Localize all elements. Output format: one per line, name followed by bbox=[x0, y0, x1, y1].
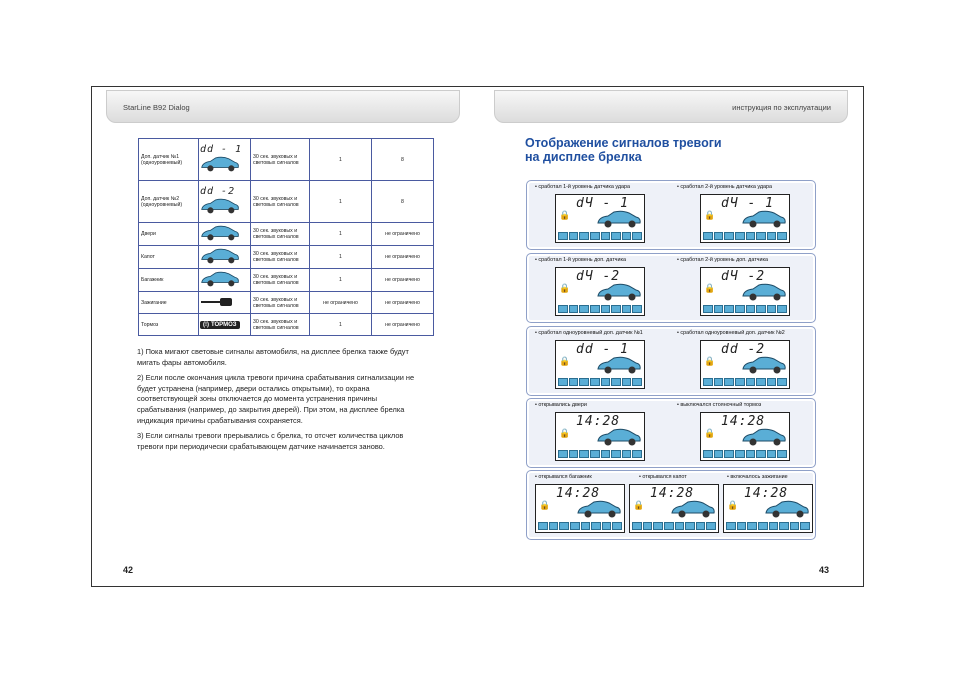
display-label: • выключался стояночный тормоз bbox=[677, 402, 762, 408]
car-icon bbox=[200, 261, 240, 267]
section-title bbox=[525, 136, 722, 164]
car-icon bbox=[200, 169, 240, 175]
lock-icon: 🔒 bbox=[704, 428, 716, 438]
right-header bbox=[494, 90, 848, 123]
lcd-code: 14:28 bbox=[650, 486, 695, 501]
lcd-code: dЧ -2 bbox=[721, 269, 766, 284]
row-count: не ограничено bbox=[372, 292, 434, 314]
lcd-code: dЧ -2 bbox=[576, 269, 621, 284]
display-label: • открывался багажник bbox=[535, 474, 592, 480]
title-line-2: на дисплее брелка bbox=[525, 150, 642, 164]
row-name: Доп. датчик №2 (одноуровневый) bbox=[139, 181, 199, 223]
display-label: • включалось зажигание bbox=[727, 474, 788, 480]
header-title: StarLine B92 Dialog bbox=[123, 103, 190, 112]
row-signals: 30 сек. звуковых и световых сигналов bbox=[251, 223, 310, 246]
lcd-code: dd - 1 bbox=[576, 342, 629, 357]
row-count: не ограничено bbox=[372, 269, 434, 292]
title-line-1: Отображение сигналов тревоги bbox=[525, 136, 722, 150]
row-signals: 30 сек. звуковых и световых сигналов bbox=[251, 139, 310, 181]
lcd-code: 14:28 bbox=[721, 414, 766, 429]
keyfob-display bbox=[700, 412, 790, 461]
display-group bbox=[526, 470, 816, 540]
header-subtitle: инструкция по эксплуатации bbox=[732, 103, 831, 112]
row-count: не ограничено bbox=[372, 314, 434, 336]
lcd-code: dd - 1 bbox=[200, 143, 243, 155]
row-signals: 30 сек. звуковых и световых сигналов bbox=[251, 246, 310, 269]
lcd-code: dЧ - 1 bbox=[721, 196, 774, 211]
keyfob-display bbox=[555, 194, 645, 243]
keyfob-display bbox=[700, 194, 790, 243]
display-group bbox=[526, 398, 816, 468]
lcd-code: 14:28 bbox=[744, 486, 789, 501]
status-bar bbox=[538, 522, 622, 530]
status-bar bbox=[726, 522, 810, 530]
keyfob-display bbox=[723, 484, 813, 533]
row-signals: 30 сек. звуковых и световых сигналов bbox=[251, 181, 310, 223]
car-icon bbox=[200, 284, 240, 290]
lock-icon: 🔒 bbox=[559, 356, 571, 366]
lock-icon: 🔒 bbox=[704, 356, 716, 366]
left-header bbox=[106, 90, 460, 123]
display-label: • сработал 2-й уровень доп. датчика bbox=[677, 257, 768, 263]
table-row bbox=[139, 139, 434, 181]
row-signals: 30 сек. звуковых и световых сигналов bbox=[251, 292, 310, 314]
lock-icon: 🔒 bbox=[539, 500, 551, 510]
lock-icon: 🔒 bbox=[559, 210, 571, 220]
status-bar bbox=[703, 450, 787, 458]
row-count: не ограничено bbox=[372, 246, 434, 269]
keyfob-display bbox=[535, 484, 625, 533]
keyfob-display bbox=[700, 340, 790, 389]
car-icon bbox=[200, 211, 240, 217]
lock-icon: 🔒 bbox=[559, 283, 571, 293]
keyfob-display bbox=[700, 267, 790, 316]
display-label: • сработал 2-й уровень датчика удара bbox=[677, 184, 773, 190]
row-name: Тормоз bbox=[139, 314, 199, 336]
car-icon bbox=[200, 238, 240, 244]
status-bar bbox=[703, 378, 787, 386]
brake-icon: (!) ТОРМОЗ bbox=[200, 321, 240, 329]
keyfob-display bbox=[555, 340, 645, 389]
display-group bbox=[526, 326, 816, 396]
status-bar bbox=[632, 522, 716, 530]
status-bar bbox=[558, 378, 642, 386]
display-group bbox=[526, 180, 816, 250]
brake-label: ТОРМОЗ bbox=[211, 321, 237, 328]
row-count: 8 bbox=[372, 139, 434, 181]
row-count: не ограничено bbox=[372, 223, 434, 246]
row-name: Двери bbox=[139, 223, 199, 246]
row-name: Багажник bbox=[139, 269, 199, 292]
table-row bbox=[139, 223, 434, 246]
keyfob-display bbox=[629, 484, 719, 533]
keyfob-display bbox=[555, 267, 645, 316]
note-3: 3) Если сигналы тревоги прерывались с брелка, то отсчет количества циклов тревоги при периодически срабатывающем датчике начинается заново. bbox=[137, 431, 404, 451]
lcd-code: dЧ - 1 bbox=[576, 196, 629, 211]
row-cycles: 1 bbox=[310, 223, 372, 246]
display-label: • открывались двери bbox=[535, 402, 587, 408]
display-label: • открывался капот bbox=[639, 474, 687, 480]
key-icon bbox=[200, 303, 234, 309]
lcd-code: 14:28 bbox=[576, 414, 621, 429]
table-row bbox=[139, 181, 434, 223]
status-bar bbox=[558, 305, 642, 313]
display-label: • сработал 1-й уровень доп. датчика bbox=[535, 257, 626, 263]
table-row bbox=[139, 292, 434, 314]
row-cycles: 1 bbox=[310, 139, 372, 181]
status-bar bbox=[703, 232, 787, 240]
lcd-code: dd -2 bbox=[721, 342, 766, 357]
keyfob-display bbox=[555, 412, 645, 461]
lock-icon: 🔒 bbox=[704, 283, 716, 293]
row-name: Капот bbox=[139, 246, 199, 269]
notes bbox=[137, 347, 427, 457]
page-number-right: 43 bbox=[819, 565, 830, 575]
display-label: • сработал одноуровневый доп. датчик №2 bbox=[677, 330, 785, 336]
row-name: Зажигание bbox=[139, 292, 199, 314]
table-row bbox=[139, 246, 434, 269]
row-name: Доп. датчик №1 (одноуровневый) bbox=[139, 139, 199, 181]
table-row bbox=[139, 269, 434, 292]
row-cycles: не ограничено bbox=[310, 292, 372, 314]
page-number-left: 42 bbox=[123, 565, 134, 575]
display-group bbox=[526, 253, 816, 323]
lcd-code: dd -2 bbox=[200, 185, 236, 197]
alarm-table bbox=[138, 138, 434, 336]
row-cycles: 1 bbox=[310, 269, 372, 292]
display-label: • сработал 1-й уровень датчика удара bbox=[535, 184, 631, 190]
row-cycles: 1 bbox=[310, 246, 372, 269]
lcd-code: 14:28 bbox=[556, 486, 601, 501]
row-cycles: 1 bbox=[310, 181, 372, 223]
note-1: 1) Пока мигают световые сигналы автомобиля, на дисплее брелка также будут мигать фары автомобиля. bbox=[137, 347, 409, 367]
status-bar bbox=[703, 305, 787, 313]
lock-icon: 🔒 bbox=[559, 428, 571, 438]
status-bar bbox=[558, 232, 642, 240]
row-signals: 30 сек. звуковых и световых сигналов bbox=[251, 269, 310, 292]
display-label: • сработал одноуровневый доп. датчик №1 bbox=[535, 330, 643, 336]
note-2: 2) Если после окончания цикла тревоги причина срабатывания сигнализации не будет устранена (например, двери остались открытыми), то охрана соответствующей зоны отключается до момента устранения причины срабатывания (например, до закрытия дверей). При этом, на дисплее брелка индикация причины срабатывания сохраняется. bbox=[137, 373, 415, 425]
row-signals: 30 сек. звуковых и световых сигналов bbox=[251, 314, 310, 336]
lock-icon: 🔒 bbox=[704, 210, 716, 220]
lock-icon: 🔒 bbox=[727, 500, 739, 510]
lock-icon: 🔒 bbox=[633, 500, 645, 510]
row-cycles: 1 bbox=[310, 314, 372, 336]
row-count: 8 bbox=[372, 181, 434, 223]
status-bar bbox=[558, 450, 642, 458]
table-row bbox=[139, 314, 434, 336]
